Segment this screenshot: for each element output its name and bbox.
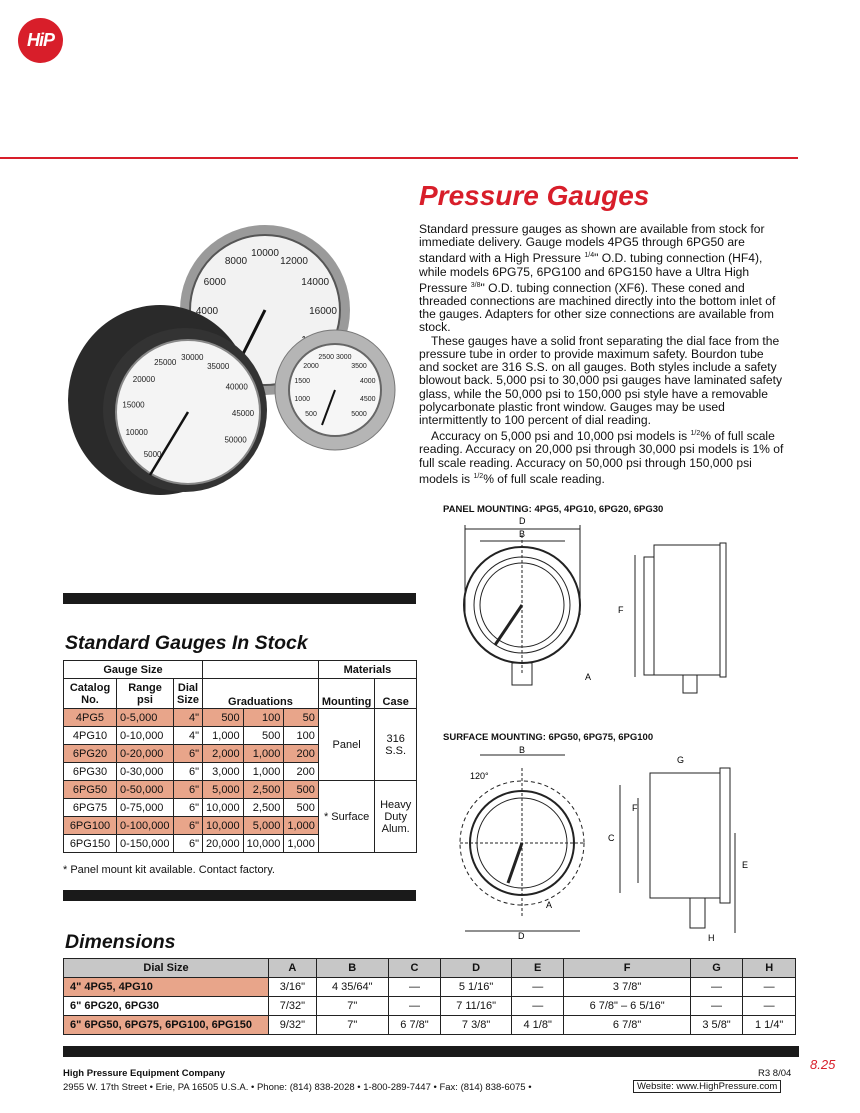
footer-address: 2955 W. 17th Street • Erie, PA 16505 U.S.A. • Phone: (814) 838-2028 • 1-800-289-7447 • Fax: (814) 838-6075 • [63, 1082, 532, 1093]
surface-label-d: D [518, 931, 525, 941]
dims-cell-d: 7 11/16" [441, 997, 512, 1016]
col-catalog: Catalog No. [64, 679, 117, 709]
dial-number: 5000 [143, 450, 162, 460]
stock-cell-g1: 10,000 [203, 817, 244, 835]
dial-number: 3000 [336, 354, 352, 362]
dims-cell-a: 7/32" [269, 997, 317, 1016]
dims-header: C [388, 959, 441, 978]
intro-text [419, 223, 785, 486]
dial-number: 4500 [360, 395, 376, 403]
dial-number: 3500 [351, 363, 367, 370]
dims-cell-b: 4 35/64" [316, 978, 388, 997]
dims-header: A [269, 959, 317, 978]
surface-label-g: G [677, 755, 685, 765]
dims-header: E [511, 959, 564, 978]
stock-cell-g3: 200 [284, 763, 319, 781]
stock-cell-g1: 1,000 [203, 727, 244, 745]
dims-label: 6" 6PG20, 6PG30 [64, 997, 269, 1016]
dims-header: H [743, 959, 796, 978]
dims-cell-h: 1 1/4" [743, 1016, 796, 1035]
surface-label-a: A [546, 900, 553, 910]
stock-cell-dial: 6" [174, 781, 203, 799]
dims-header: F [564, 959, 690, 978]
dims-cell-e: 4 1/8" [511, 1016, 564, 1035]
col-dial: Dial Size [174, 679, 203, 709]
footer-website[interactable]: Website: www.HighPressure.com [633, 1080, 781, 1093]
surface-label-b: B [519, 745, 526, 755]
panel-label-b: B [519, 529, 526, 539]
company-logo [18, 18, 63, 63]
stock-cell-g2: 2,500 [243, 781, 284, 799]
stock-cell-catalog: 4PG5 [64, 709, 117, 727]
stock-cell-g1: 3,000 [203, 763, 244, 781]
stock-cell-g3: 200 [284, 745, 319, 763]
stock-title: Standard Gauges In Stock [65, 632, 308, 654]
dims-cell-c: — [388, 997, 441, 1016]
stock-cell-g1: 2,000 [203, 745, 244, 763]
stock-cell-dial: 6" [174, 835, 203, 853]
stock-cell-range: 0-5,000 [117, 709, 174, 727]
col-mounting: Mounting [318, 679, 374, 709]
materials-header: Materials [318, 661, 416, 679]
dims-cell-h: — [743, 978, 796, 997]
dims-cell-g: 3 5/8" [690, 1016, 743, 1035]
dims-cell-c: — [388, 978, 441, 997]
stock-cell-catalog: 6PG30 [64, 763, 117, 781]
stock-cell-g3: 100 [284, 727, 319, 745]
dims-cell-a: 9/32" [269, 1016, 317, 1035]
dial-number: 45000 [231, 409, 255, 419]
col-graduations: Graduations [203, 679, 319, 709]
dims-cell-e: — [511, 978, 564, 997]
stock-cell-g2: 10,000 [243, 835, 284, 853]
dial-number: 14000 [301, 277, 330, 288]
dial-number: 4000 [360, 378, 376, 386]
surface-label-h: H [708, 933, 715, 943]
section-bar-mid [63, 890, 416, 901]
dial-number: 4000 [195, 306, 219, 317]
stock-cell-dial: 6" [174, 745, 203, 763]
dial-number: 6000 [203, 277, 226, 288]
section-bar-top [63, 593, 416, 604]
stock-cell-g1: 10,000 [203, 799, 244, 817]
dims-header: G [690, 959, 743, 978]
dims-cell-d: 7 3/8" [441, 1016, 512, 1035]
intro-paragraph-2: These gauges have a solid front separating the dial face from the pressure tube in order to provide maximum safety. Bourdon tube and socket are 316 S.S. on all gauges. Both styles include a safety blowout back. 5,000 psi to 30,000 psi gauges have laminated safety glass, while the 50,000 psi to 150,000 psi style have a removable polycarbonate plastic front window. Gauges may be used intermittently to 100 percent of dial reading. [419, 333, 783, 427]
dial-number: 20000 [132, 375, 156, 385]
surface-label-f: F [632, 803, 638, 813]
stock-cell-g2: 5,000 [243, 817, 284, 835]
surface-mounting-title: SURFACE MOUNTING: 6PG50, 6PG75, 6PG100 [443, 732, 654, 743]
stock-cell-catalog: 6PG100 [64, 817, 117, 835]
dial-number: 16000 [309, 306, 337, 317]
stock-cell-g1: 20,000 [203, 835, 244, 853]
stock-cell-g3: 500 [284, 799, 319, 817]
dial-number: 15000 [122, 400, 145, 410]
dims-cell-e: — [511, 997, 564, 1016]
dims-row [64, 978, 796, 997]
dial-number: 2500 [318, 354, 334, 362]
stock-cell-range: 0-20,000 [117, 745, 174, 763]
panel-label-a: A [585, 672, 592, 682]
stock-row [64, 781, 417, 799]
stock-cell-range: 0-100,000 [117, 817, 174, 835]
stock-cell-g3: 1,000 [284, 835, 319, 853]
stock-cell-catalog: 6PG50 [64, 781, 117, 799]
stock-cell-dial: 6" [174, 799, 203, 817]
stock-cell-dial: 4" [174, 727, 203, 745]
stock-cell-dial: 6" [174, 817, 203, 835]
mount-panel: Panel [318, 709, 374, 781]
panel-label-f: F [618, 605, 624, 615]
dims-label: 6" 6PG50, 6PG75, 6PG100, 6PG150 [64, 1016, 269, 1035]
dims-cell-h: — [743, 997, 796, 1016]
stock-cell-dial: 6" [174, 763, 203, 781]
case-panel: 316 S.S. [375, 709, 417, 781]
stock-cell-range: 0-50,000 [117, 781, 174, 799]
dims-row [64, 997, 796, 1016]
dial-number: 25000 [154, 357, 177, 367]
surface-label-angle: 120° [470, 771, 489, 781]
dims-cell-b: 7" [316, 1016, 388, 1035]
dial-number: 8000 [224, 255, 248, 267]
stock-cell-catalog: 6PG20 [64, 745, 117, 763]
dims-label: 4" 4PG5, 4PG10 [64, 978, 269, 997]
dial-number: 12000 [280, 255, 308, 267]
panel-mounting-title: PANEL MOUNTING: 4PG5, 4PG10, 6PG20, 6PG30 [443, 504, 664, 515]
dial-number: 50000 [224, 435, 247, 445]
dims-cell-g: — [690, 997, 743, 1016]
dims-cell-a: 3/16" [269, 978, 317, 997]
stock-cell-g2: 1,000 [243, 763, 284, 781]
intro-paragraph-3: Accuracy on 5,000 psi and 10,000 psi models is $^{1/2}$% of full scale reading. Accuracy on 20,000 psi through 30,000 psi models is 1% of full scale reading. Accuracy on 50,000 psi through 150,000 psi models is $^{1/2}$% of full scale reading. [419, 429, 784, 486]
stock-cell-g3: 50 [284, 709, 319, 727]
stock-note: * Panel mount kit available. Contact factory. [63, 864, 275, 876]
dims-header: B [316, 959, 388, 978]
dims-cell-f: 6 7/8" – 6 5/16" [564, 997, 690, 1016]
panel-label-d: D [519, 516, 526, 526]
stock-cell-g2: 100 [243, 709, 284, 727]
surface-label-c: C [608, 833, 615, 843]
stock-cell-g2: 1,000 [243, 745, 284, 763]
col-case: Case [375, 679, 417, 709]
dial-number: 2000 [303, 363, 319, 370]
surface-mounting-diagram [440, 743, 750, 943]
stock-cell-range: 0-75,000 [117, 799, 174, 817]
stock-cell-catalog: 6PG75 [64, 799, 117, 817]
header-rule [0, 157, 798, 159]
stock-cell-g3: 500 [284, 781, 319, 799]
stock-table [63, 660, 417, 853]
dial-number: 500 [305, 411, 317, 418]
dial-number: 1000 [294, 395, 310, 403]
graduations-spacer [203, 661, 319, 679]
dimensions-title: Dimensions [65, 931, 176, 953]
dial-number: 35000 [207, 362, 230, 371]
section-bar-bottom [63, 1046, 799, 1057]
col-range: Range psi [117, 679, 174, 709]
stock-cell-catalog: 4PG10 [64, 727, 117, 745]
stock-cell-g3: 1,000 [284, 817, 319, 835]
mount-surface: * Surface [318, 781, 374, 853]
dial-number: 30000 [181, 353, 204, 363]
dims-header: D [441, 959, 512, 978]
dial-number: 5000 [351, 411, 367, 418]
dims-cell-f: 3 7/8" [564, 978, 690, 997]
dial-number: 40000 [225, 382, 248, 392]
dims-cell-f: 6 7/8" [564, 1016, 690, 1035]
stock-cell-range: 0-30,000 [117, 763, 174, 781]
dims-cell-d: 5 1/16" [441, 978, 512, 997]
gauges-photo [60, 220, 415, 510]
stock-cell-range: 0-10,000 [117, 727, 174, 745]
dims-cell-g: — [690, 978, 743, 997]
intro-paragraph-1: Standard pressure gauges as shown are available from stock for immediate delivery. Gauge models 4PG5 through 6PG50 are standard with a High Pressure $^{1/4}$" O.D. tubing connection (HF4), while models 6PG75, 6PG100 and 6PG150 have a Ultra High Pressure $^{3/8}$" O.D. tubing connection (XF6). These coned and threaded connections are machined directly into the bottom inlet of the gauges. Adapters for other size connections are available from stock. [419, 222, 776, 335]
stock-cell-catalog: 6PG150 [64, 835, 117, 853]
page-number: 8.25 [810, 1057, 836, 1072]
stock-cell-dial: 4" [174, 709, 203, 727]
stock-cell-range: 0-150,000 [117, 835, 174, 853]
footer-revision: R3 8/04 [758, 1068, 792, 1079]
dims-row [64, 1016, 796, 1035]
surface-label-e: E [742, 860, 749, 870]
dial-number: 1500 [294, 378, 310, 386]
stock-cell-g1: 5,000 [203, 781, 244, 799]
stock-cell-g2: 500 [243, 727, 284, 745]
logo-text: HiP [26, 30, 54, 50]
stock-row [64, 709, 417, 727]
dims-cell-c: 6 7/8" [388, 1016, 441, 1035]
stock-cell-g1: 500 [203, 709, 244, 727]
gauge-size-header: Gauge Size [64, 661, 203, 679]
dimensions-table [63, 958, 796, 1035]
dial-number: 10000 [251, 248, 279, 259]
dims-cell-b: 7" [316, 997, 388, 1016]
panel-mounting-diagram [440, 515, 740, 695]
page-title: Pressure Gauges [419, 180, 650, 211]
case-surface: Heavy Duty Alum. [375, 781, 417, 853]
dims-header: Dial Size [64, 959, 269, 978]
stock-cell-g2: 2,500 [243, 799, 284, 817]
dial-number: 10000 [125, 427, 148, 437]
footer-company: High Pressure Equipment Company [63, 1068, 226, 1079]
